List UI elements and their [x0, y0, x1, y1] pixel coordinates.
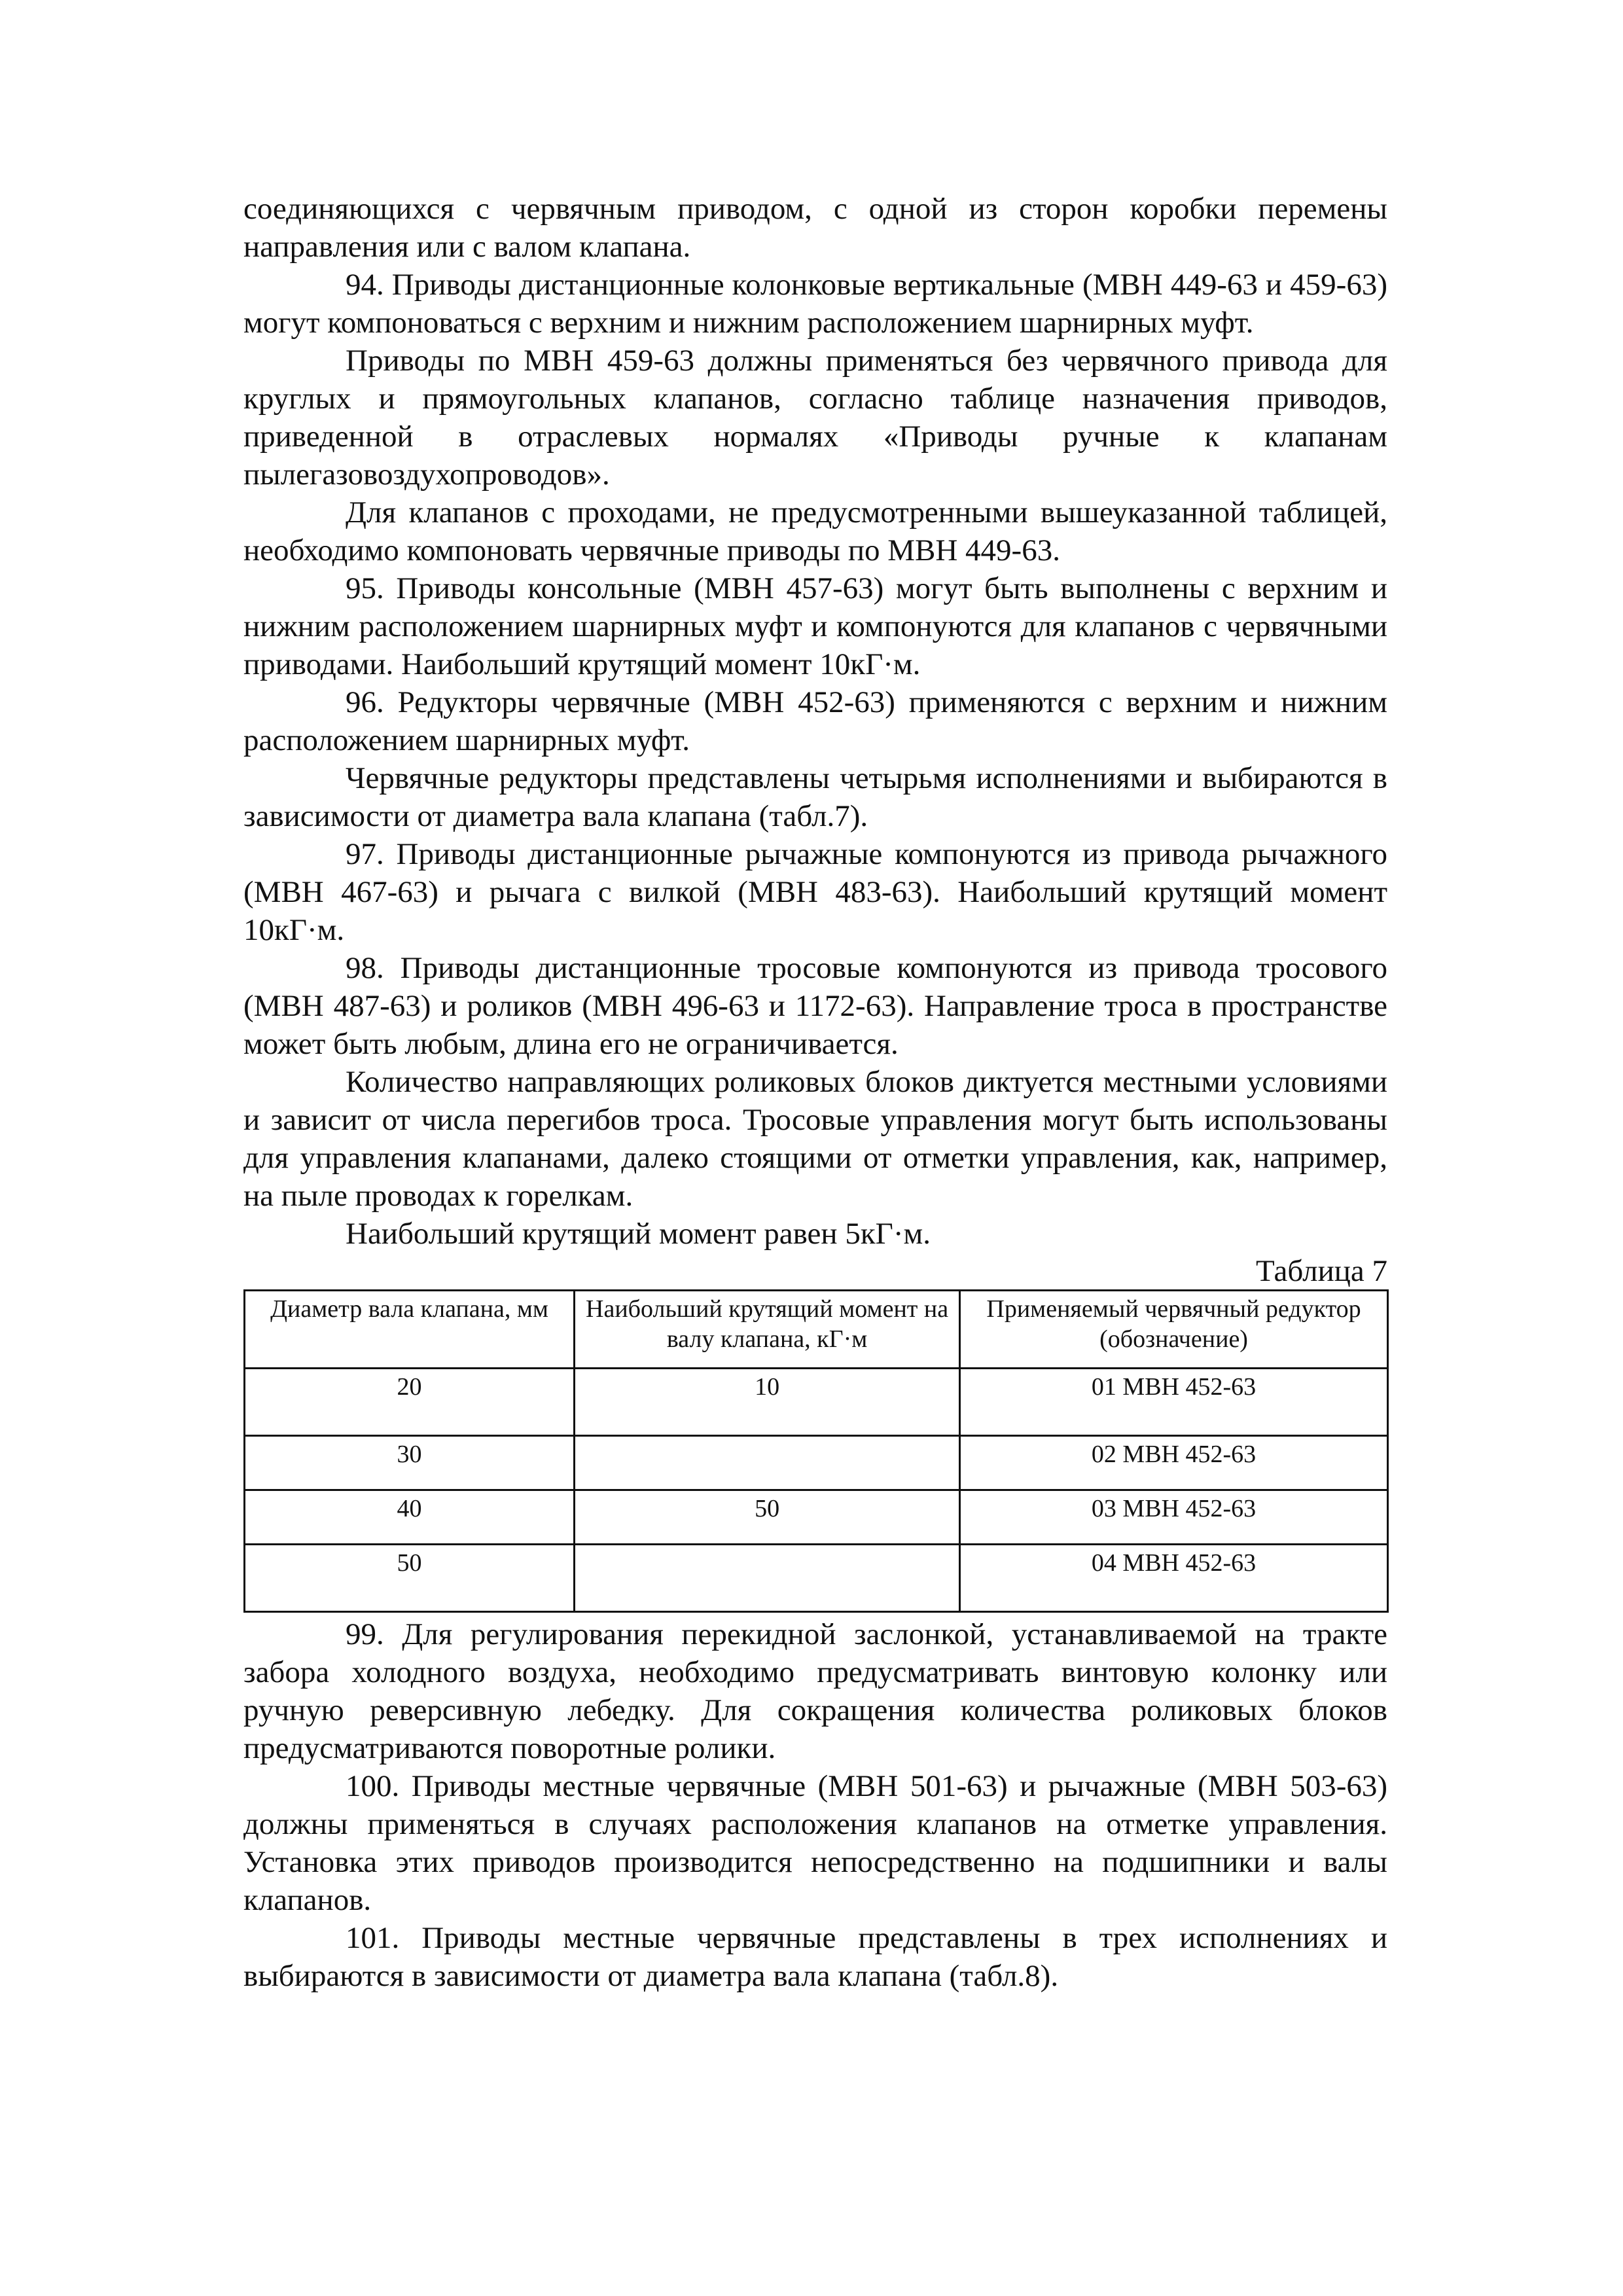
table-cell: 40	[245, 1490, 575, 1545]
table-caption: Таблица 7	[1255, 1254, 1387, 1288]
paragraph-95: 95. Приводы консольные (МВН 457-63) могут быть выполнены с верхним и нижним расположением шарнирных муфт и компонуются для клапанов с червячными приводами. Наибольший крутящий момент 10кГ·м.	[243, 571, 1387, 681]
paragraph-98-cont: Количество направляющих роликовых блоков диктуется местными условиями и зависит от числа перегибов троса. Тросовые управления могут быть использованы для управления клапанами, далеко стоящими от отметки управления, как, например, на пыле проводах к горелкам.	[243, 1065, 1387, 1213]
table-cell: 03 МВН 452-63	[960, 1490, 1388, 1545]
table-row	[245, 1436, 1388, 1490]
table-header-cell: Применяемый червячный редуктор (обозначение)	[960, 1291, 1388, 1369]
paragraph-94-cont-2: Для клапанов с проходами, не предусмотренными вышеуказанной таблицей, необходимо компоновать червячные приводы по МВН 449-63.	[243, 495, 1387, 567]
table-cell	[575, 1436, 960, 1490]
table-row	[245, 1369, 1388, 1436]
document-page	[243, 190, 1387, 1995]
table-header-row	[245, 1291, 1388, 1369]
paragraph-94-cont-1: Приводы по МВН 459-63 должны применяться без червячного привода для круглых и прямоугольных клапанов, согласно таблице назначения приводов, приведенной в отраслевых нормалях «Приводы ручные к клапанам пылегазовоздухопроводов».	[243, 344, 1387, 492]
paragraph-96-cont: Червячные редукторы представлены четырьмя исполнениями и выбираются в зависимости от диаметра вала клапана (табл.7).	[243, 761, 1387, 833]
paragraph-continuation: соединяющихся с червячным приводом, с одной из сторон коробки перемены направления или с валом клапана.	[243, 192, 1387, 264]
table-cell: 02 МВН 452-63	[960, 1436, 1388, 1490]
paragraph-96: 96. Редукторы червячные (МВН 452-63) применяются с верхним и нижним расположением шарнирных муфт.	[243, 685, 1387, 757]
paragraph-98: 98. Приводы дистанционные тросовые компонуются из привода тросового (МВН 487-63) и роликов (МВН 496-63 и 1172-63). Направление троса в пространстве может быть любым, длина его не ограничивается.	[243, 951, 1387, 1061]
table-cell: 30	[245, 1436, 575, 1490]
text-block-bottom	[243, 1615, 1387, 1995]
table-row	[245, 1545, 1388, 1612]
paragraph-98-torque: Наибольший крутящий момент равен 5кГ·м.	[346, 1217, 931, 1251]
table-header-cell: Наибольший крутящий момент на валу клапана, кГ·м	[575, 1291, 960, 1369]
paragraph-94: 94. Приводы дистанционные колонковые вертикальные (МВН 449-63 и 459-63) могут компоноваться с верхним и нижним расположением шарнирных муфт.	[243, 268, 1387, 340]
table-cell: 10	[575, 1369, 960, 1436]
table-cell: 50	[575, 1490, 960, 1545]
table-cell	[575, 1545, 960, 1612]
paragraph-101: 101. Приводы местные червячные представлены в трех исполнениях и выбираются в зависимости от диаметра вала клапана (табл.8).	[243, 1921, 1387, 1993]
table-cell: 50	[245, 1545, 575, 1612]
table-row	[245, 1490, 1388, 1545]
table-header-cell: Диаметр вала клапана, мм	[245, 1291, 575, 1369]
table-cell: 01 МВН 452-63	[960, 1369, 1388, 1436]
text-block-top	[243, 190, 1387, 1253]
paragraph-100: 100. Приводы местные червячные (МВН 501-63) и рычажные (МВН 503-63) должны применяться в случаях расположения клапанов на отметке управления. Установка этих приводов производится непосредственно на подшипники и валы клапанов.	[243, 1769, 1387, 1917]
table-cell: 20	[245, 1369, 575, 1436]
paragraph-97: 97. Приводы дистанционные рычажные компонуются из привода рычажного (МВН 467-63) и рычага с вилкой (МВН 483-63). Наибольший крутящий момент 10кГ·м.	[243, 837, 1387, 947]
paragraph-99: 99. Для регулирования перекидной заслонкой, устанавливаемой на тракте забора холодного воздуха, необходимо предусматривать винтовую колонку или ручную реверсивную лебедку. Для сокращения количества роликовых блоков предусматриваются поворотные ролики.	[243, 1617, 1387, 1765]
table-7	[243, 1289, 1389, 1613]
table-cell: 04 МВН 452-63	[960, 1545, 1388, 1612]
